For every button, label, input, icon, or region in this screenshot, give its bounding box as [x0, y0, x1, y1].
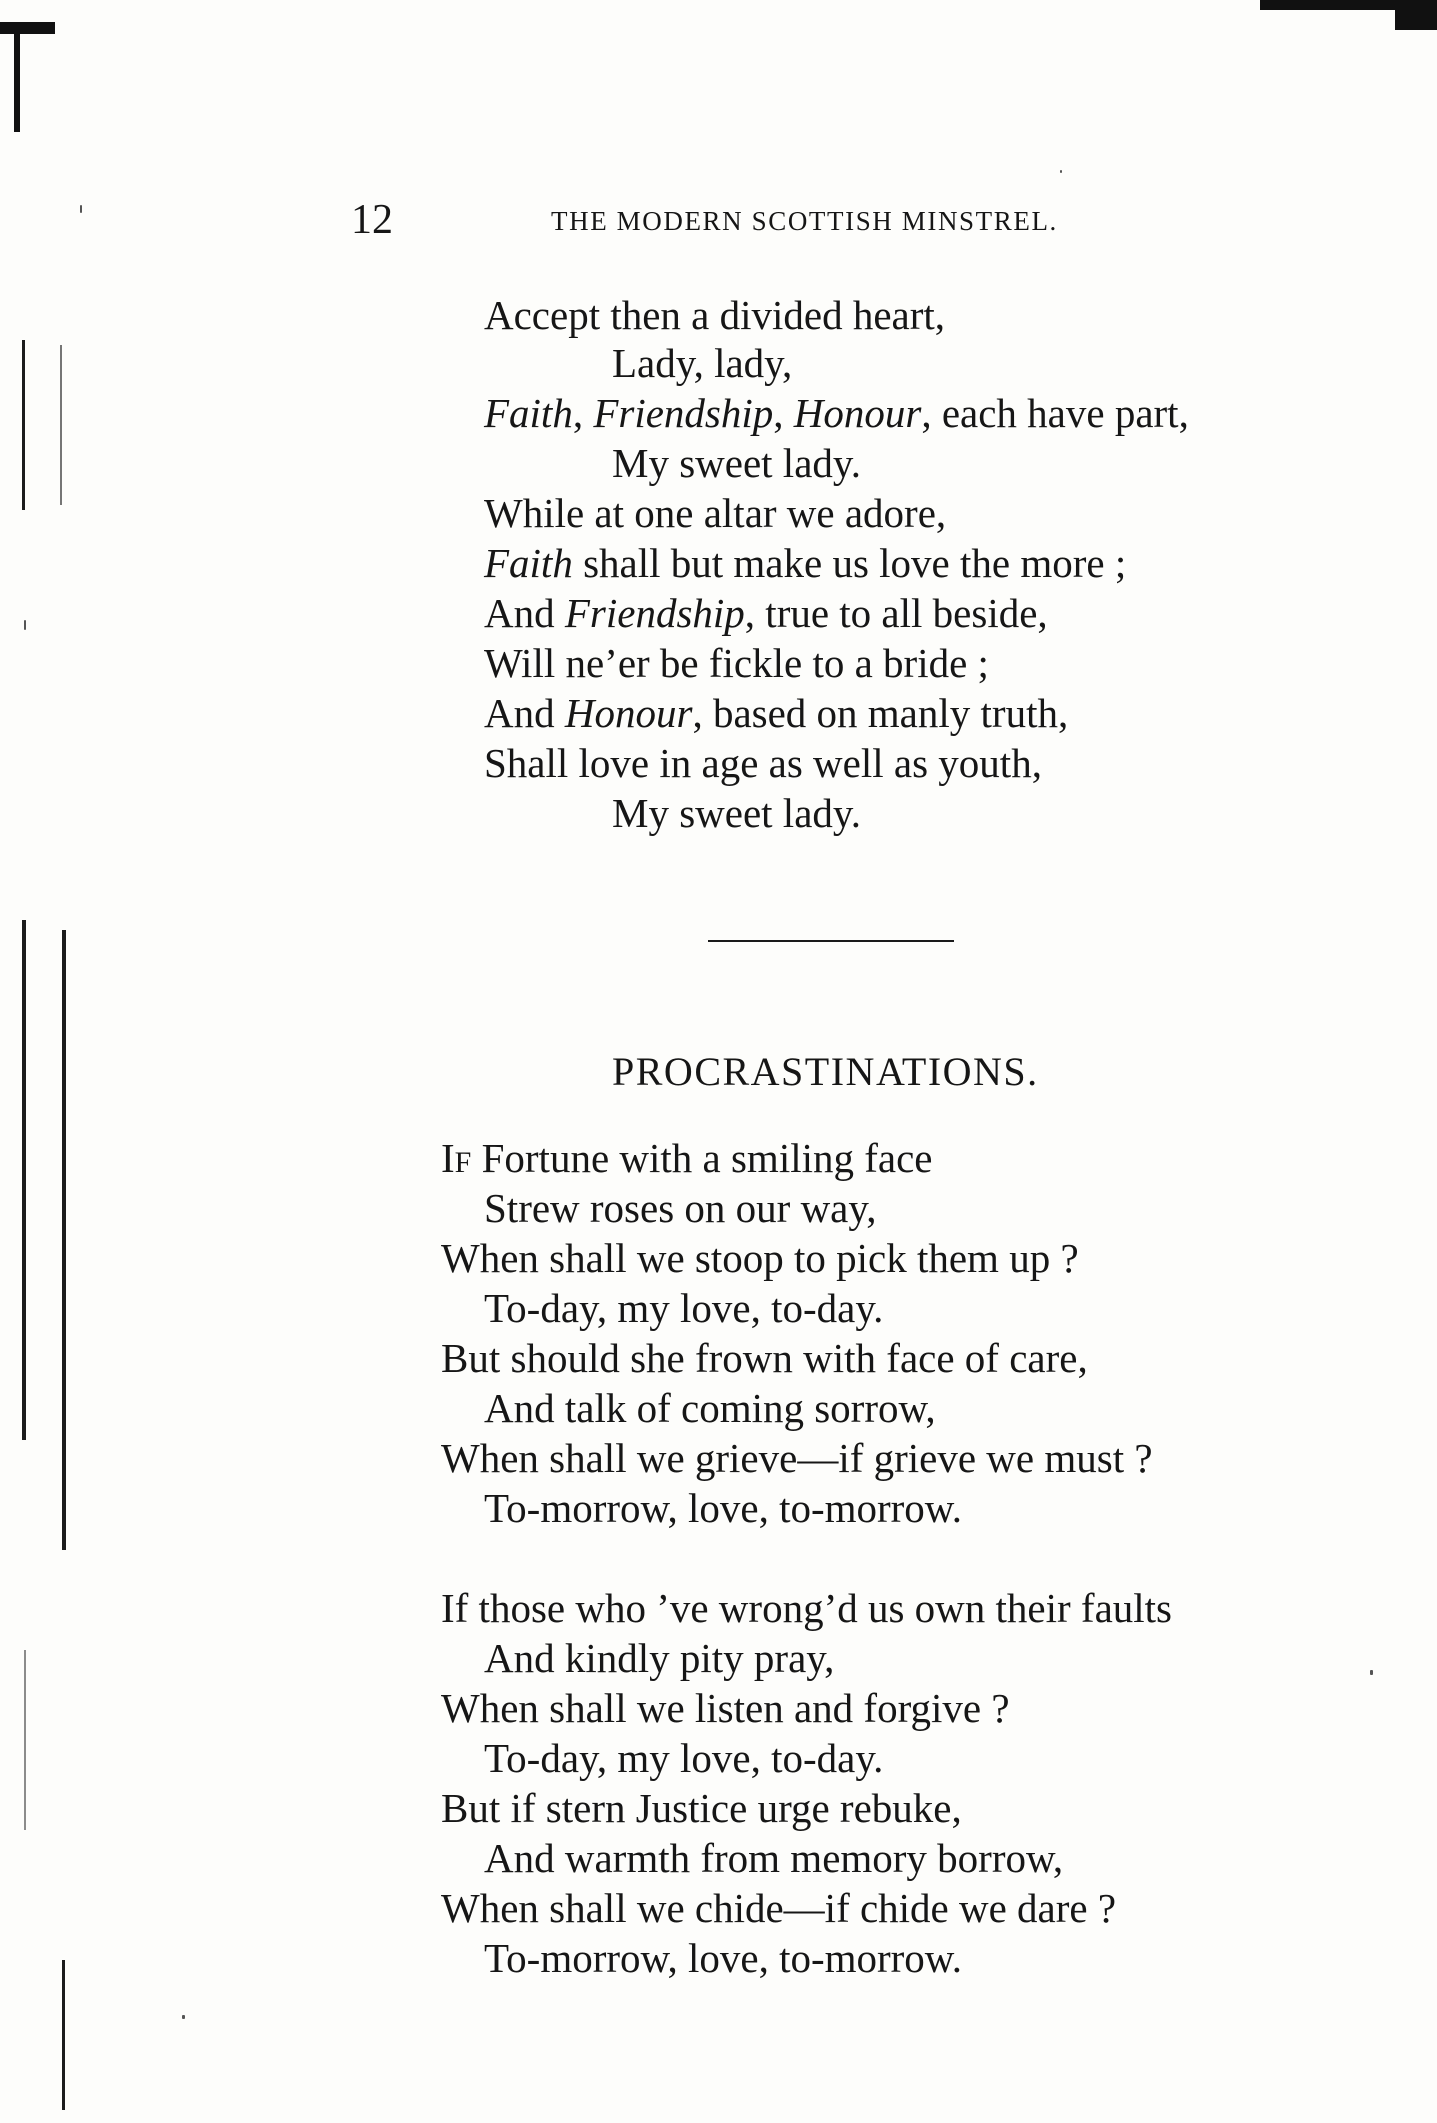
- page-header: [351, 195, 1151, 245]
- section-divider: [708, 940, 954, 942]
- binding-shadow-4: [62, 930, 66, 1550]
- verse-line: Shall love in age as well as youth,: [484, 740, 1042, 786]
- scan-speck: [24, 620, 26, 630]
- verse-line: To-day, my love, to-day.: [484, 1285, 884, 1331]
- verse-line: And kindly pity pray,: [484, 1635, 835, 1681]
- running-title: THE MODERN SCOTTISH MINSTREL.: [551, 206, 1058, 236]
- verse-line: To-morrow, love, to-morrow.: [484, 1935, 963, 1981]
- page-number: 12: [351, 197, 393, 243]
- poem-title: PROCRASTINATIONS.: [612, 1049, 1039, 1094]
- binding-shadow-2: [60, 345, 62, 505]
- binding-shadow-3: [22, 920, 26, 1440]
- verse-line: But should she frown with face of care,: [441, 1335, 1088, 1381]
- binding-shadow-5: [62, 1960, 65, 2110]
- verse-line: Lady, lady,: [612, 340, 793, 386]
- verse-line: To-morrow, love, to-morrow.: [484, 1485, 963, 1531]
- verse-line: When shall we grieve—if grieve we must ?: [441, 1435, 1153, 1481]
- verse-line: My sweet lady.: [612, 440, 861, 486]
- verse-line: Will ne’er be fickle to a bride ;: [484, 640, 989, 686]
- verse-line: When shall we chide—if chide we dare ?: [441, 1885, 1117, 1931]
- verse-line: And talk of coming sorrow,: [484, 1385, 936, 1431]
- verse-line: While at one altar we adore,: [484, 490, 947, 536]
- scan-speck: [80, 205, 82, 213]
- verse-line: To-day, my love, to-day.: [484, 1735, 884, 1781]
- scan-corner-mark-left: [0, 22, 55, 34]
- binding-shadow-1: [22, 340, 25, 510]
- verse-line-italic: Faith, Friendship, Honour, each have part,: [484, 390, 1189, 436]
- scan-corner-mark-right-tip: [1395, 0, 1437, 30]
- verse-line: And Friendship, true to all beside,: [484, 590, 1048, 636]
- verse-line: IF Fortune with a smiling face: [441, 1135, 933, 1181]
- verse-line: When shall we listen and forgive ?: [441, 1685, 1010, 1731]
- verse-line: And warmth from memory borrow,: [484, 1835, 1064, 1881]
- verse-line: Faith shall but make us love the more ;: [484, 540, 1127, 586]
- verse-line: When shall we stoop to pick them up ?: [441, 1235, 1079, 1281]
- scan-speck: [182, 2015, 185, 2019]
- verse-line: My sweet lady.: [612, 790, 861, 836]
- verse-line: And Honour, based on manly truth,: [484, 690, 1069, 736]
- verse-line: Accept then a divided heart,: [484, 292, 946, 338]
- binding-shadow-6: [24, 1650, 26, 1830]
- verse-line: But if stern Justice urge rebuke,: [441, 1785, 962, 1831]
- scan-speck: [1060, 170, 1062, 173]
- verse-line: Strew roses on our way,: [484, 1185, 877, 1231]
- verse-line: If those who ’ve wrong’d us own their faults: [441, 1585, 1173, 1631]
- scan-speck: [1370, 1670, 1373, 1675]
- scan-corner-mark-left-stem: [14, 22, 20, 132]
